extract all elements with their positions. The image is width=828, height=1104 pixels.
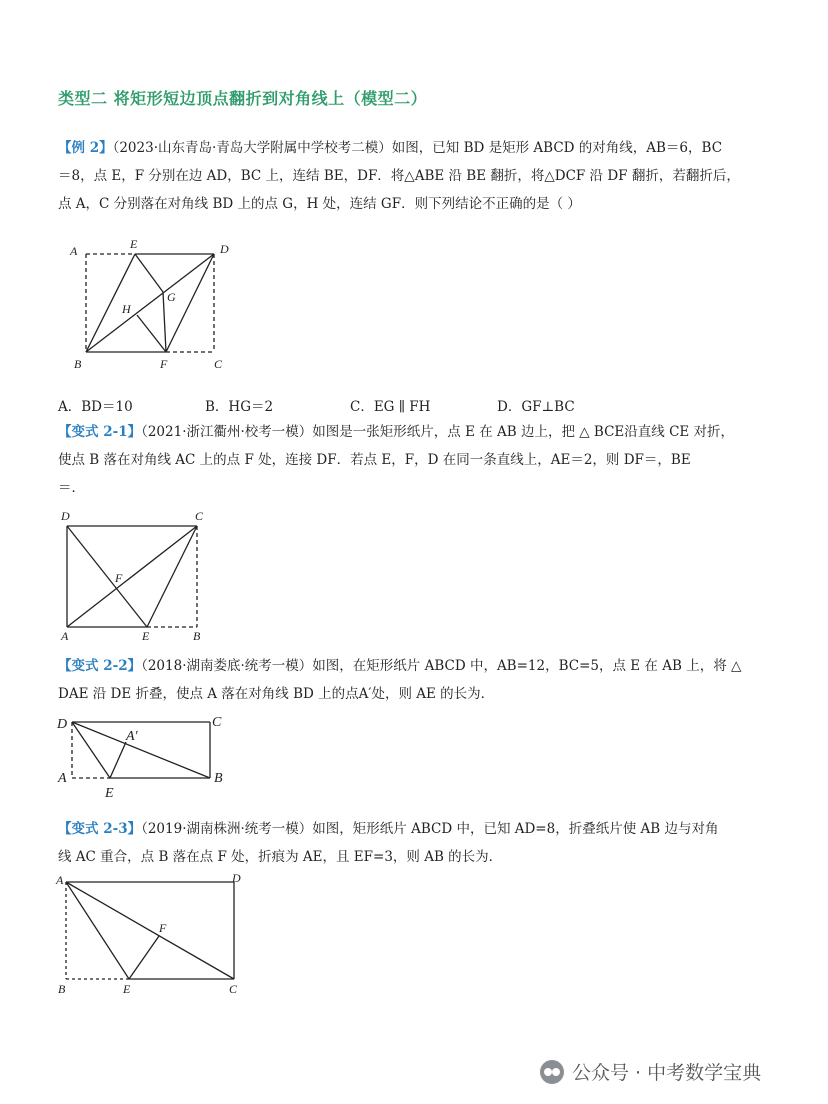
label-e: E [130, 237, 138, 251]
label-b: B [193, 629, 201, 643]
watermark [540, 1058, 761, 1085]
example-2-text [58, 134, 778, 218]
label-e: E [142, 629, 150, 643]
variant-2-3-tag: 【变式 2-3】 [58, 821, 142, 837]
label-f: F [115, 571, 123, 585]
label-e: E [123, 982, 131, 996]
segment-ef [129, 936, 159, 979]
variant-2-3-line-2: 线 AC 重合，点 B 落在点 F 处，折痕为 AE，且 EF=3，则 AB 的长为． [58, 849, 503, 865]
variant-2-1-text [58, 418, 778, 502]
label-a-prime: A′ [126, 729, 138, 744]
variant-2-3-text [58, 815, 778, 871]
example-2-line-3: 点 A，C 分别落在对角线 BD 上的点 G，H 处，连结 GF．则下列结论不正确的是（ ） [58, 196, 581, 212]
label-d: D [220, 242, 229, 256]
segment-ae [66, 882, 129, 979]
label-b: B [74, 357, 82, 371]
variant-2-1-line-2: 使点 B 落在对角线 AC 上的点 F 处，连接 DF．若点 E，F，D 在同一条直线上，AE＝2，则 DF＝，BE [58, 452, 691, 468]
section-heading: 类型二 将矩形短边顶点翻折到对角线上（模型二） [58, 89, 428, 108]
variant-2-2-line-1: （2018·湖南娄底·统考一模）如图，在矩形纸片 ABCD 中，AB=12，BC=5，点 E 在 AB 上，将 △ [141, 658, 742, 674]
option-a: A．BD＝10 [58, 399, 133, 415]
diagonal-bd [86, 254, 214, 352]
variant-2-1-line-3: ＝． [58, 480, 85, 496]
variant-2-2-line-2: DAE 沿 DE 折叠，使点 A 落在对角线 BD 上的点A′处，则 AE 的长为． [58, 686, 495, 702]
variant-2-1-line-1: （2021·浙江衢州·校考一模）如图是一张矩形纸片，点 E 在 AB 边上，把 △ BCE沿直线 CE 对折， [141, 424, 735, 440]
variant-2-1-tag: 【变式 2-1】 [58, 424, 142, 440]
diagonal-db [72, 722, 210, 778]
option-b: B．HG＝2 [205, 399, 274, 415]
label-h: H [122, 302, 131, 316]
segment-ea-prime [110, 742, 126, 778]
example-2-line-1: （2023·山东青岛·青岛大学附属中学校考二模）如图，已知 BD 是矩形 ABCD 的对角线，AB＝6，BC [112, 140, 723, 156]
option-c: C．EG ∥ FH [350, 399, 431, 415]
segment-de [67, 526, 147, 627]
label-g: G [167, 290, 176, 304]
example-2-tag: 【例 2】 [58, 140, 113, 156]
variant-2-3-figure [52, 866, 252, 1001]
label-f: F [159, 921, 167, 935]
label-c: C [195, 509, 204, 523]
label-e: E [105, 786, 114, 801]
label-d: D [232, 871, 241, 885]
label-d: D [61, 509, 70, 523]
diagonal-ac [67, 526, 197, 627]
segment-ce [147, 526, 197, 627]
label-a: A [58, 771, 67, 786]
label-a: A [70, 244, 78, 258]
segment-gf [163, 292, 166, 352]
watermark-text: 公众号 · 中考数学宝典 [572, 1062, 762, 1084]
label-f: F [160, 357, 168, 371]
label-c: C [214, 357, 223, 371]
option-d: D．GF⊥BC [497, 399, 575, 415]
segment-hf [137, 315, 166, 352]
label-b: B [58, 982, 66, 996]
label-a: A [61, 629, 69, 643]
label-c: C [229, 982, 238, 996]
label-d: D [57, 717, 68, 732]
wechat-icon [540, 1060, 564, 1084]
variant-2-1-figure [55, 506, 225, 646]
variant-2-2-text [58, 652, 778, 708]
segment-eg [135, 254, 163, 292]
example-2-line-2: ＝8，点 E，F 分别在边 AD，BC 上，连结 BE，DF．将△ABE 沿 BE 翻折，将△DCF 沿 DF 翻折，若翻折后， [58, 168, 740, 184]
label-c: C [212, 715, 222, 730]
variant-2-2-figure [52, 708, 242, 803]
variant-2-2-tag: 【变式 2-2】 [58, 658, 142, 674]
example-2-figure [60, 235, 250, 375]
variant-2-3-line-1: （2019·湖南株洲·统考一模）如图，矩形纸片 ABCD 中，已知 AD=8，折叠纸片使 AB 边与对角 [141, 821, 719, 837]
label-a: A [56, 873, 64, 887]
diagonal-ac [66, 882, 234, 979]
label-b: B [214, 771, 223, 786]
